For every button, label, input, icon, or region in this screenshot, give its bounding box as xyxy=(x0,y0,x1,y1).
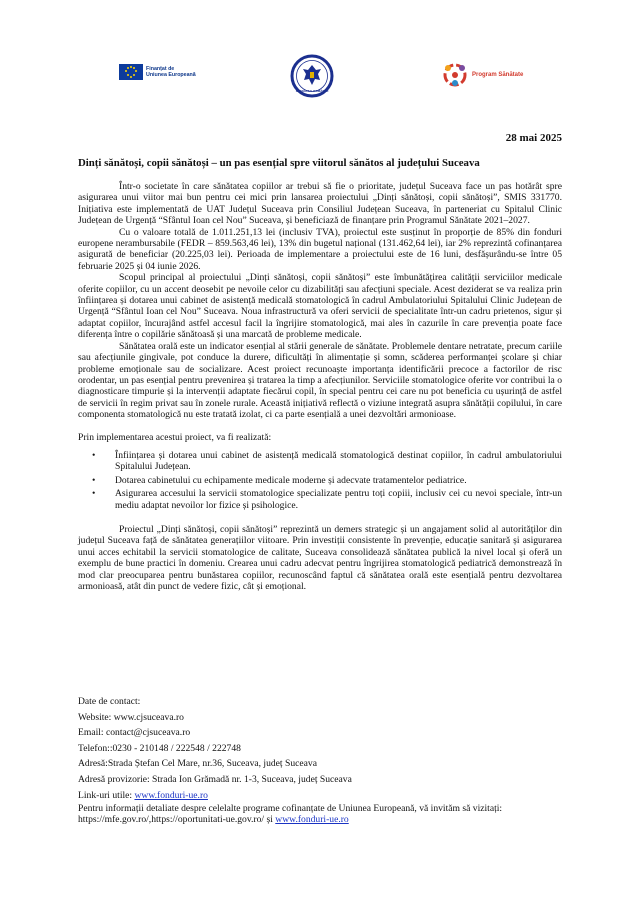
list-item: • Dotarea cabinetului cu echipamente medicale moderne și adecvate tratamentelor pediatrice. xyxy=(115,475,562,486)
fonduri-ue-link-2[interactable]: www.fonduri-ue.ro xyxy=(275,814,349,826)
contact-website: Website: www.cjsuceava.ro xyxy=(78,711,184,723)
list-intro: Prin implementarea acestui proiect, va fi realizată: xyxy=(78,431,272,443)
program-sanatate-icon xyxy=(440,60,470,90)
list-item: • Asigurarea accesului la servicii stomatologice specializate pentru toți copiii, inclusiv cei cu nevoi speciale, într-un mediu adaptat nevoilor lor fizice și psihologice. xyxy=(115,488,562,511)
info-line-1: Pentru informații detaliate despre celelalte programe cofinanțate de Uniunea Europeană, vă invităm să vizitați: xyxy=(78,803,503,815)
paragraph-budget: Cu o valoare totală de 1.011.251,13 lei (inclusiv TVA), proiectul este susținut în proporție de 85% din fonduri europene nerambursabile (FEDR – 859.563,46 lei), 13% din bugetul național (131.462,64 lei), iar 2% reprezintă cofinanțarea asigurată de beneficiar (20.225,03 lei). Perioada de implementare a proiectului este de 16 luni, desfășurându-se între 05 februarie 2025 și 04 iunie 2026. xyxy=(78,226,562,272)
useful-links-label: Link-uri utile: xyxy=(78,789,135,801)
eu-logo-line1: Finanțat de xyxy=(146,66,175,72)
info-line-2 xyxy=(78,814,568,825)
program-sanatate-logo xyxy=(440,60,523,90)
eu-logo xyxy=(119,64,196,80)
paragraph-oral-health: Sănătatea orală este un indicator esențial al stării generale de sănătate. Problemele dentare netratate, precum cariile sau afecțiunile gingivale, pot conduce la durere, dificultăți în alimentație și somn, scăderea performanței școlare și chiar probleme emoționale sau de socializare. Acest proiect recunoaște importanța identificării precoce a factorilor de risc orodentar, un pas esențial pentru prevenirea și tratarea la timp a afecțiunilor. Serviciile stomatologice oferite vor contribui la o diagnosticare timpurie și la intervenții adaptate fiecărui copil, în special pentru cei care nu pot beneficia cu ușurință de astfel de servicii în regim privat sau în zonele rurale. Această inițiativă reflectă o viziune integrată asupra sănătății copilului, în care componenta stomatologică nu este tratată izolat, ci ca parte esențială a unei dezvoltări armonioase. xyxy=(78,340,562,421)
program-sanatate-text: Program Sănătate xyxy=(472,72,524,78)
paragraph-closing: Proiectul „Dinți sănătoși, copii sănătoși” reprezintă un demers strategic și un angajament solid al autorităților din județul Suceava față de sănătatea generațiilor viitoare. Prin investiții consistente în prevenție, educație sanitară și asigurarea unui acces echitabil la servicii stomatologice de calitate, Suceava consolidează sănătatea publică la nivel local și oferă un exemplu de bune practici în domeniu. Crearea unui cadru adecvat pentru îngrijirea stomatologică pediatrică demonstrează în mod clar preocuparea pentru bunăstarea copiilor, recunoscând faptul că sănătatea orală este esențială pentru dezvoltarea armonioasă, atât din punct de vedere fizic, cât și emoțional. xyxy=(78,523,562,592)
eu-flag-icon xyxy=(119,64,143,80)
romania-logo-text: GUVERNUL ROMÂNIEI xyxy=(295,89,329,93)
info-line-2-prefix: https://mfe.gov.ro/,https://oportunitati-ue.gov.ro/ și xyxy=(78,814,276,826)
header-logos xyxy=(0,52,640,102)
useful-links-line xyxy=(78,788,568,804)
fonduri-ue-link[interactable]: www.fonduri-ue.ro xyxy=(134,789,208,801)
document-body xyxy=(78,181,562,592)
results-list xyxy=(78,450,562,511)
contact-section xyxy=(78,694,568,825)
document-date: 28 mai 2025 xyxy=(505,132,562,144)
contact-address: Adresă:Strada Ștefan Cel Mare, nr.36, Suceava, județ Suceava xyxy=(78,758,317,770)
contact-phone: Telefon::0230 - 210148 / 222548 / 222748 xyxy=(78,742,241,754)
paragraph-scope: Scopul principal al proiectului „Dinți sănătoși, copii sănătoși” este îmbunătățirea calității serviciilor medicale oferite copiilor, cu un accent deosebit pe nevoile celor cu dizabilități sau afecțiuni speciale. Acest deziderat se va realiza prin înființarea și dotarea unui cabinet de asistență medicală stomatologică în cadrul Ambulatoriului Spitalului Clinic Județean de Urgență “Sfântul Ioan cel Nou” Suceava. Noua infrastructură va oferi servicii de specialitate într-un cadru prietenos, sigur și adaptat copiilor, încurajând astfel accesul facil la îngrijire stomatologică, mai ales în cazurile în care prevenția poate face diferența între o copilărie sănătoasă și una marcată de probleme medicale. xyxy=(78,272,562,341)
list-item: • Înființarea și dotarea unui cabinet de asistență medicală stomatologică destinat copiilor, în cadrul ambulatoriului Spitalului Județean. xyxy=(115,450,562,473)
contact-temp-address: Adresă provizorie: Strada Ion Grămadă nr. 1-3, Suceava, județ Suceava xyxy=(78,773,352,785)
document-title: Dinți sănătoși, copii sănătoși – un pas esențial spre viitorul sănătos al județului Suceava xyxy=(78,157,480,169)
romania-government-logo xyxy=(290,54,334,98)
eu-logo-line2: Uniunea Europeană xyxy=(146,72,196,78)
contact-heading: Date de contact: xyxy=(78,696,141,707)
contact-email: Email: contact@cjsuceava.ro xyxy=(78,727,191,739)
paragraph-intro: Într-o societate în care sănătatea copiilor ar trebui să fie o prioritate, județul Suceava face un pas hotărât spre asigurarea unui viitor mai bun pentru cei mici prin lansarea proiectului „Dinți sănătoși, copii sănătoși”, SMIS 331770. Inițiativa este implementată de UAT Județul Suceava prin Consiliul Județean Suceava, în parteneriat cu Spitalul Clinic Județean de Urgență “Sfântul Ioan cel Nou” Suceava, și beneficiază de finanțare prin Programul Sănătate 2021–2027. xyxy=(78,181,562,227)
